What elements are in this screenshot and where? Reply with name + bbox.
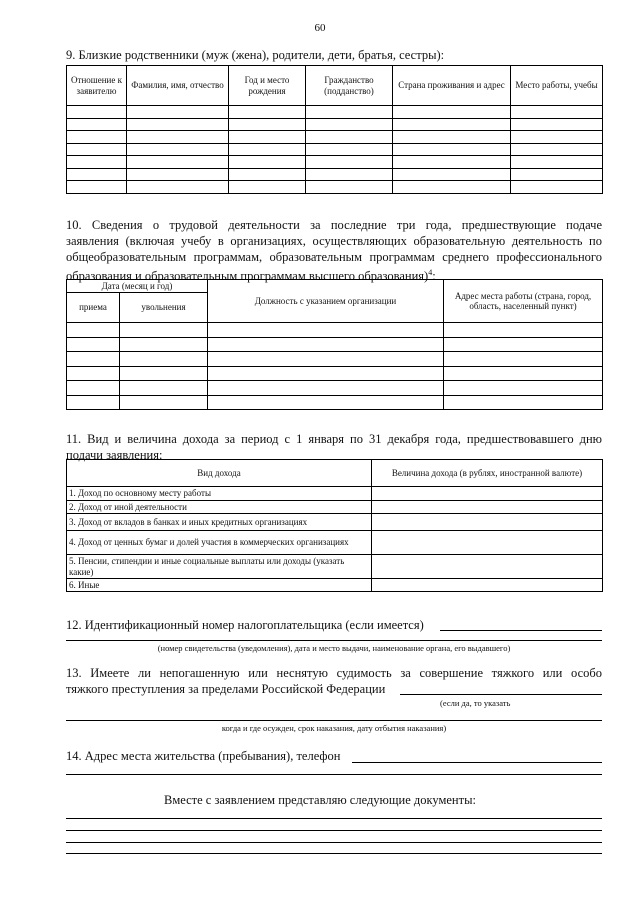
relatives-row	[67, 106, 603, 119]
documents-line-3[interactable]	[66, 842, 602, 843]
income-amount-cell[interactable]	[372, 514, 603, 531]
relatives-cell[interactable]	[127, 143, 229, 156]
employment-cell[interactable]	[120, 323, 208, 338]
section12-caption: (номер свидетельства (уведомления), дата и место выдачи, наименование органа, его выдавшего)	[157, 643, 511, 653]
header-dismiss: увольнения	[120, 293, 208, 323]
documents-line-1[interactable]	[66, 818, 602, 819]
employment-cell[interactable]	[67, 323, 120, 338]
relatives-cell[interactable]	[127, 156, 229, 169]
header-relation: Отношение к заявителю	[67, 66, 127, 106]
relatives-cell[interactable]	[393, 168, 511, 181]
relatives-cell[interactable]	[306, 181, 393, 194]
section13-caption: когда и где осужден, срок наказания, дату отбытия наказания)	[221, 723, 447, 733]
employment-cell[interactable]	[444, 352, 603, 367]
employment-row	[67, 395, 603, 410]
header-hire: приема	[67, 293, 120, 323]
relatives-cell[interactable]	[511, 118, 603, 131]
header-residence: Страна проживания и адрес	[393, 66, 511, 106]
income-type-cell: 6. Иные	[67, 579, 372, 592]
employment-row	[67, 366, 603, 381]
section13-line1: 13. Имеете ли непогашенную или неснятую судимость за совершение тяжкого или особо	[66, 666, 602, 680]
relatives-cell[interactable]	[306, 118, 393, 131]
relatives-cell[interactable]	[127, 168, 229, 181]
address-field-line-2[interactable]	[66, 774, 602, 775]
relatives-cell[interactable]	[67, 168, 127, 181]
relatives-cell[interactable]	[511, 143, 603, 156]
header-workplace: Место работы, учебы	[511, 66, 603, 106]
section10-title-line2: заявления (включая учебу в организациях, осуществляющих образовательную деятельность по	[66, 234, 602, 248]
employment-cell[interactable]	[67, 381, 120, 396]
relatives-cell[interactable]	[229, 181, 306, 194]
employment-cell[interactable]	[208, 366, 444, 381]
employment-row	[67, 352, 603, 367]
inn-field-line-2[interactable]	[66, 640, 602, 641]
relatives-cell[interactable]	[127, 118, 229, 131]
relatives-cell[interactable]	[306, 168, 393, 181]
relatives-cell[interactable]	[511, 131, 603, 144]
section10-title-line4: образования и образовательным программам высшего образования)	[66, 269, 429, 284]
relatives-cell[interactable]	[229, 106, 306, 119]
employment-cell[interactable]	[208, 381, 444, 396]
section11-title-line2: подачи заявления:	[66, 448, 163, 462]
relatives-row	[67, 156, 603, 169]
relatives-cell[interactable]	[306, 131, 393, 144]
employment-cell[interactable]	[120, 352, 208, 367]
header-fullname: Фамилия, имя, отчество	[127, 66, 229, 106]
documents-line-4[interactable]	[66, 853, 602, 854]
relatives-cell[interactable]	[127, 131, 229, 144]
header-work-address: Адрес места работы (страна, город, область, населенный пункт)	[444, 280, 603, 323]
income-type-cell: 3. Доход от вкладов в банках и иных кредитных организациях	[67, 514, 372, 531]
relatives-cell[interactable]	[67, 143, 127, 156]
relatives-cell[interactable]	[306, 106, 393, 119]
employment-cell[interactable]	[120, 395, 208, 410]
employment-cell[interactable]	[208, 323, 444, 338]
income-row	[67, 514, 603, 531]
relatives-cell[interactable]	[229, 118, 306, 131]
income-type-cell: 4. Доход от ценных бумаг и долей участия в коммерческих организациях	[67, 531, 372, 555]
conviction-field-line[interactable]	[400, 694, 602, 695]
relatives-cell[interactable]	[393, 131, 511, 144]
documents-title: Вместе с заявлением представляю следующие документы:	[164, 793, 476, 807]
employment-cell[interactable]	[444, 381, 603, 396]
income-row	[67, 487, 603, 501]
employment-cell[interactable]	[67, 337, 120, 352]
employment-cell[interactable]	[444, 323, 603, 338]
relatives-cell[interactable]	[393, 118, 511, 131]
income-type-cell: 1. Доход по основному месту работы	[67, 487, 372, 501]
relatives-cell[interactable]	[67, 118, 127, 131]
employment-cell[interactable]	[208, 337, 444, 352]
income-amount-cell[interactable]	[372, 501, 603, 514]
section10-title-line1: 10. Сведения о трудовой деятельности за последние три года, предшествующие подаче	[66, 218, 602, 232]
employment-cell[interactable]	[120, 366, 208, 381]
inn-field-line[interactable]	[440, 630, 602, 631]
relatives-cell[interactable]	[511, 181, 603, 194]
relatives-header-row	[67, 66, 603, 106]
relatives-row	[67, 131, 603, 144]
income-amount-cell[interactable]	[372, 487, 603, 501]
section13-line2: тяжкого преступления за пределами Российской Федерации	[66, 682, 386, 696]
employment-cell[interactable]	[208, 395, 444, 410]
employment-cell[interactable]	[67, 352, 120, 367]
income-row	[67, 531, 603, 555]
relatives-cell[interactable]	[511, 168, 603, 181]
relatives-cell[interactable]	[229, 168, 306, 181]
employment-row	[67, 337, 603, 352]
section12-label: 12. Идентификационный номер налогоплательщика (если имеется)	[66, 618, 424, 632]
income-amount-cell[interactable]	[372, 555, 603, 579]
income-amount-cell[interactable]	[372, 531, 603, 555]
header-date: Дата (месяц и год)	[67, 280, 208, 293]
income-row	[67, 579, 603, 592]
header-citizenship: Гражданство (подданство)	[306, 66, 393, 106]
header-position: Должность с указанием организации	[208, 280, 444, 323]
employment-cell[interactable]	[67, 395, 120, 410]
header-income-type: Вид дохода	[67, 460, 372, 487]
employment-row	[67, 381, 603, 396]
relatives-cell[interactable]	[67, 156, 127, 169]
relatives-cell[interactable]	[306, 143, 393, 156]
section13-text	[66, 665, 602, 697]
employment-cell[interactable]	[208, 352, 444, 367]
employment-cell[interactable]	[120, 337, 208, 352]
section10-title-suffix: :	[432, 269, 436, 284]
relatives-cell[interactable]	[393, 106, 511, 119]
employment-cell[interactable]	[444, 395, 603, 410]
header-birth: Год и место рождения	[229, 66, 306, 106]
income-row	[67, 555, 603, 579]
employment-cell[interactable]	[67, 366, 120, 381]
relatives-cell[interactable]	[393, 181, 511, 194]
income-amount-cell[interactable]	[372, 579, 603, 592]
relatives-cell[interactable]	[127, 181, 229, 194]
relatives-cell[interactable]	[511, 106, 603, 119]
relatives-cell[interactable]	[393, 143, 511, 156]
section13-caption-right: (если да, то указать	[440, 698, 511, 708]
relatives-cell[interactable]	[306, 156, 393, 169]
income-row	[67, 501, 603, 514]
employment-row	[67, 323, 603, 338]
section10-title-line3: общеобразовательным программам, образовательным программам среднего профессионального	[66, 250, 602, 264]
relatives-cell[interactable]	[67, 106, 127, 119]
footnote-mark: 4	[428, 268, 433, 277]
relatives-cell[interactable]	[511, 156, 603, 169]
employment-cell[interactable]	[120, 381, 208, 396]
relatives-row	[67, 143, 603, 156]
relatives-row	[67, 118, 603, 131]
section9-title: 9. Близкие родственники (муж (жена), родители, дети, братья, сестры):	[66, 48, 445, 62]
employment-cell[interactable]	[444, 337, 603, 352]
employment-cell[interactable]	[444, 366, 603, 381]
relatives-cell[interactable]	[393, 156, 511, 169]
relatives-row	[67, 181, 603, 194]
income-table	[66, 459, 603, 592]
section11-title-line1: 11. Вид и величина дохода за период с 1 января по 31 декабря года, предшествовавшего дню	[66, 432, 602, 446]
relatives-cell[interactable]	[67, 131, 127, 144]
relatives-cell[interactable]	[67, 181, 127, 194]
documents-line-2[interactable]	[66, 830, 602, 831]
page-number: 60	[314, 22, 326, 34]
section10-title	[66, 217, 602, 284]
relatives-cell[interactable]	[229, 156, 306, 169]
section14-label: 14. Адрес места жительства (пребывания), телефон	[66, 749, 341, 763]
address-field-line[interactable]	[352, 762, 602, 763]
relatives-cell[interactable]	[127, 106, 229, 119]
relatives-row	[67, 168, 603, 181]
employment-table	[66, 279, 603, 410]
income-type-cell: 2. Доход от иной деятельности	[67, 501, 372, 514]
relatives-cell[interactable]	[229, 143, 306, 156]
income-type-cell: 5. Пенсии, стипендии и иные социальные выплаты или доходы (указать какие)	[67, 555, 372, 579]
header-income-amount: Величина дохода (в рублях, иностранной валюте)	[372, 460, 603, 487]
relatives-table	[66, 65, 603, 194]
conviction-field-line-2[interactable]	[66, 720, 602, 721]
relatives-cell[interactable]	[229, 131, 306, 144]
